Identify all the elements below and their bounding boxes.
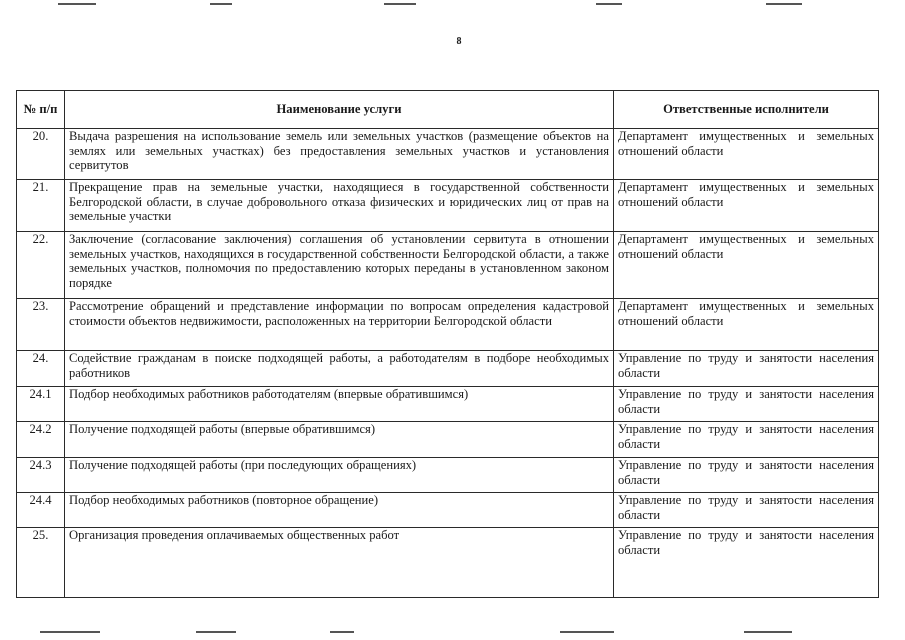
service-name: Выдача разрешения на использование земель или земельных участков (размещение объектов на землях или земельных участках) без предоставления земельных участков и установления сервитутов [65,129,614,180]
scan-edge-mark [196,631,236,633]
header-number: № п/п [17,91,65,129]
scan-edge-mark [40,631,100,633]
table-row [17,387,879,422]
row-number: 21. [17,180,65,232]
responsible-executor: Департамент имущественных и земельных отношений области [614,232,879,299]
scan-edge-mark [766,3,802,5]
services-table [16,90,879,598]
row-number: 24.4 [17,493,65,528]
header-executors: Ответственные исполнители [614,91,879,129]
table-row [17,299,879,351]
table-row [17,129,879,180]
table-row [17,422,879,458]
scan-edge-mark [58,3,96,5]
scan-edge-mark [384,3,416,5]
responsible-executor: Департамент имущественных и земельных отношений области [614,180,879,232]
scan-edge-mark [560,631,614,633]
service-name: Прекращение прав на земельные участки, находящиеся в государственной собственности Белгородской области, в случае добровольного отказа физических и юридических лиц от прав на земельные участки [65,180,614,232]
row-number: 24. [17,351,65,387]
responsible-executor: Управление по труду и занятости населения области [614,458,879,493]
service-name: Организация проведения оплачиваемых общественных работ [65,528,614,598]
responsible-executor: Управление по труду и занятости населения области [614,351,879,387]
row-number: 24.2 [17,422,65,458]
responsible-executor: Управление по труду и занятости населения области [614,528,879,598]
table-header-row [17,91,879,129]
page-number: 8 [456,36,462,47]
table-row [17,493,879,528]
scan-edge-mark [210,3,232,5]
service-name: Подбор необходимых работников (повторное обращение) [65,493,614,528]
responsible-executor: Департамент имущественных и земельных отношений области [614,299,879,351]
row-number: 24.1 [17,387,65,422]
service-name: Рассмотрение обращений и представление информации по вопросам определения кадастровой стоимости объектов недвижимости, расположенных на территории Белгородской области [65,299,614,351]
row-number: 24.3 [17,458,65,493]
service-name: Подбор необходимых работников работодателям (впервые обратившимся) [65,387,614,422]
row-number: 20. [17,129,65,180]
responsible-executor: Департамент имущественных и земельных отношений области [614,129,879,180]
service-name: Получение подходящей работы (впервые обратившимся) [65,422,614,458]
responsible-executor: Управление по труду и занятости населения области [614,387,879,422]
service-name: Содействие гражданам в поиске подходящей работы, а работодателям в подборе необходимых работников [65,351,614,387]
responsible-executor: Управление по труду и занятости населения области [614,422,879,458]
responsible-executor: Управление по труду и занятости населения области [614,493,879,528]
row-number: 25. [17,528,65,598]
scan-edge-mark [744,631,792,633]
table-row [17,232,879,299]
table-row [17,458,879,493]
table-row [17,351,879,387]
row-number: 22. [17,232,65,299]
row-number: 23. [17,299,65,351]
service-name: Заключение (согласование заключения) соглашения об установлении сервитута в отношении земельных участков, находящихся в государственной собственности Белгородской области, а также земельных участков, полномочия по предоставлению которых переданы в установленном законом порядке [65,232,614,299]
service-name: Получение подходящей работы (при последующих обращениях) [65,458,614,493]
scan-edge-mark [330,631,354,633]
table-row [17,528,879,598]
header-service: Наименование услуги [65,91,614,129]
table-row [17,180,879,232]
scan-edge-mark [596,3,622,5]
